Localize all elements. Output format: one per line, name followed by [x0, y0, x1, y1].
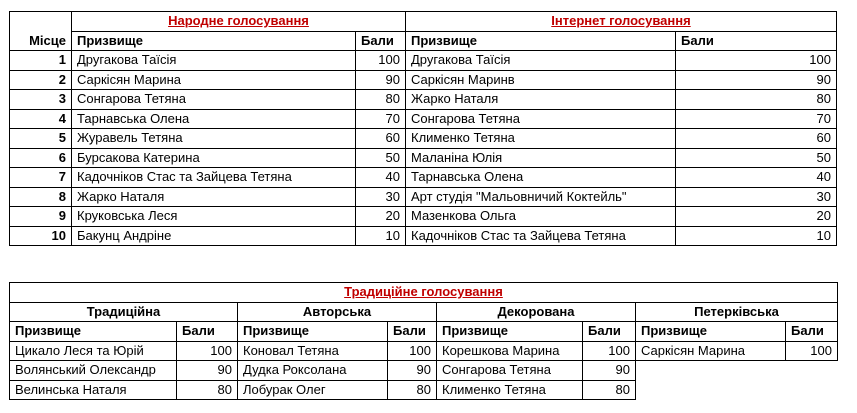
category-traditional: Традиційна [10, 302, 238, 322]
internet-points-cell: 40 [676, 168, 837, 188]
place-cell: 8 [10, 187, 72, 207]
internet-points-cell: 90 [676, 70, 837, 90]
internet-name-cell: Кадочніков Стас та Зайцева Тетяна [406, 226, 676, 246]
internet-points-cell: 80 [676, 90, 837, 110]
entry-name-cell: Клименко Тетяна [437, 380, 583, 400]
points-header: Бали [786, 322, 838, 342]
category-author: Авторська [238, 302, 437, 322]
entry-name-cell: Корешкова Марина [437, 341, 583, 361]
internet-points-cell: 10 [676, 226, 837, 246]
table-row [10, 322, 838, 342]
entry-points-cell: 100 [583, 341, 636, 361]
popular-surname-header: Призвище [72, 31, 356, 51]
table-row [10, 109, 837, 129]
entry-points-cell: 90 [388, 361, 437, 381]
internet-name-cell: Саркісян Маринв [406, 70, 676, 90]
table-row [10, 12, 837, 32]
place-cell: 7 [10, 168, 72, 188]
popular-name-cell: Тарнавська Олена [72, 109, 356, 129]
entry-points-cell: 80 [583, 380, 636, 400]
table-row [10, 168, 837, 188]
internet-points-header: Бали [676, 31, 837, 51]
popular-points-cell: 50 [356, 148, 406, 168]
entry-name-cell: Дудка Роксолана [238, 361, 388, 381]
table-row [10, 226, 837, 246]
place-cell: 4 [10, 109, 72, 129]
popular-name-cell: Сонгарова Тетяна [72, 90, 356, 110]
place-cell: 6 [10, 148, 72, 168]
entry-name-cell: Сонгарова Тетяна [437, 361, 583, 381]
entry-points-cell: 100 [177, 341, 238, 361]
popular-points-cell: 90 [356, 70, 406, 90]
table-row [10, 31, 837, 51]
traditional-vote-title: Традиційне голосування [10, 283, 838, 303]
empty-cell [636, 361, 838, 381]
popular-points-header: Бали [356, 31, 406, 51]
empty-cell [636, 380, 838, 400]
surname-header: Призвище [10, 322, 177, 342]
place-header-spacer [10, 12, 72, 32]
place-cell: 9 [10, 207, 72, 227]
internet-surname-header: Призвище [406, 31, 676, 51]
table-row [10, 380, 838, 400]
popular-name-cell: Саркісян Марина [72, 70, 356, 90]
internet-name-cell: Мазенкова Ольга [406, 207, 676, 227]
points-header: Бали [177, 322, 238, 342]
popular-vote-title: Народне голосування [72, 12, 406, 32]
popular-points-cell: 10 [356, 226, 406, 246]
surname-header: Призвище [437, 322, 583, 342]
popular-points-cell: 100 [356, 51, 406, 71]
internet-name-cell: Маланіна Юлія [406, 148, 676, 168]
table-row [10, 302, 838, 322]
entry-points-cell: 100 [786, 341, 838, 361]
popular-name-cell: Жарко Наталя [72, 187, 356, 207]
surname-header: Призвище [636, 322, 786, 342]
place-cell: 3 [10, 90, 72, 110]
internet-points-cell: 70 [676, 109, 837, 129]
table-row [10, 51, 837, 71]
place-header: Місце [10, 31, 72, 51]
place-cell: 1 [10, 51, 72, 71]
entry-points-cell: 90 [177, 361, 238, 381]
table-row [10, 70, 837, 90]
table-row [10, 187, 837, 207]
popular-name-cell: Журавель Тетяна [72, 129, 356, 149]
entry-name-cell: Саркісян Марина [636, 341, 786, 361]
entry-points-cell: 100 [388, 341, 437, 361]
internet-points-cell: 30 [676, 187, 837, 207]
internet-name-cell: Другакова Таїсія [406, 51, 676, 71]
popular-points-cell: 70 [356, 109, 406, 129]
popular-points-cell: 80 [356, 90, 406, 110]
points-header: Бали [583, 322, 636, 342]
category-decorated: Декорована [437, 302, 636, 322]
ranking-table [9, 11, 837, 246]
traditional-vote-table [9, 282, 838, 400]
internet-points-cell: 50 [676, 148, 837, 168]
popular-points-cell: 20 [356, 207, 406, 227]
popular-name-cell: Бакунц Андріне [72, 226, 356, 246]
table-row [10, 129, 837, 149]
table-row [10, 341, 838, 361]
popular-name-cell: Другакова Таїсія [72, 51, 356, 71]
entry-points-cell: 90 [583, 361, 636, 381]
internet-name-cell: Клименко Тетяна [406, 129, 676, 149]
popular-name-cell: Бурсакова Катерина [72, 148, 356, 168]
popular-name-cell: Кадочніков Стас та Зайцева Тетяна [72, 168, 356, 188]
popular-points-cell: 30 [356, 187, 406, 207]
internet-name-cell: Арт студія "Мальовничий Коктейль" [406, 187, 676, 207]
points-header: Бали [388, 322, 437, 342]
table-row [10, 283, 838, 303]
popular-points-cell: 60 [356, 129, 406, 149]
table-row [10, 361, 838, 381]
internet-name-cell: Жарко Наталя [406, 90, 676, 110]
internet-name-cell: Тарнавська Олена [406, 168, 676, 188]
entry-name-cell: Велинська Наталя [10, 380, 177, 400]
internet-points-cell: 20 [676, 207, 837, 227]
table-row [10, 90, 837, 110]
place-cell: 5 [10, 129, 72, 149]
internet-points-cell: 60 [676, 129, 837, 149]
place-cell: 2 [10, 70, 72, 90]
entry-points-cell: 80 [177, 380, 238, 400]
internet-name-cell: Сонгарова Тетяна [406, 109, 676, 129]
internet-points-cell: 100 [676, 51, 837, 71]
table-row [10, 207, 837, 227]
place-cell: 10 [10, 226, 72, 246]
entry-name-cell: Коновал Тетяна [238, 341, 388, 361]
popular-points-cell: 40 [356, 168, 406, 188]
popular-name-cell: Круковська Леся [72, 207, 356, 227]
entry-name-cell: Цикало Леся та Юрій [10, 341, 177, 361]
internet-vote-title: Інтернет голосування [406, 12, 837, 32]
entry-name-cell: Лобурак Олег [238, 380, 388, 400]
entry-name-cell: Волянський Олександр [10, 361, 177, 381]
category-peterkivska: Петерківська [636, 302, 838, 322]
surname-header: Призвище [238, 322, 388, 342]
table-row [10, 148, 837, 168]
entry-points-cell: 80 [388, 380, 437, 400]
